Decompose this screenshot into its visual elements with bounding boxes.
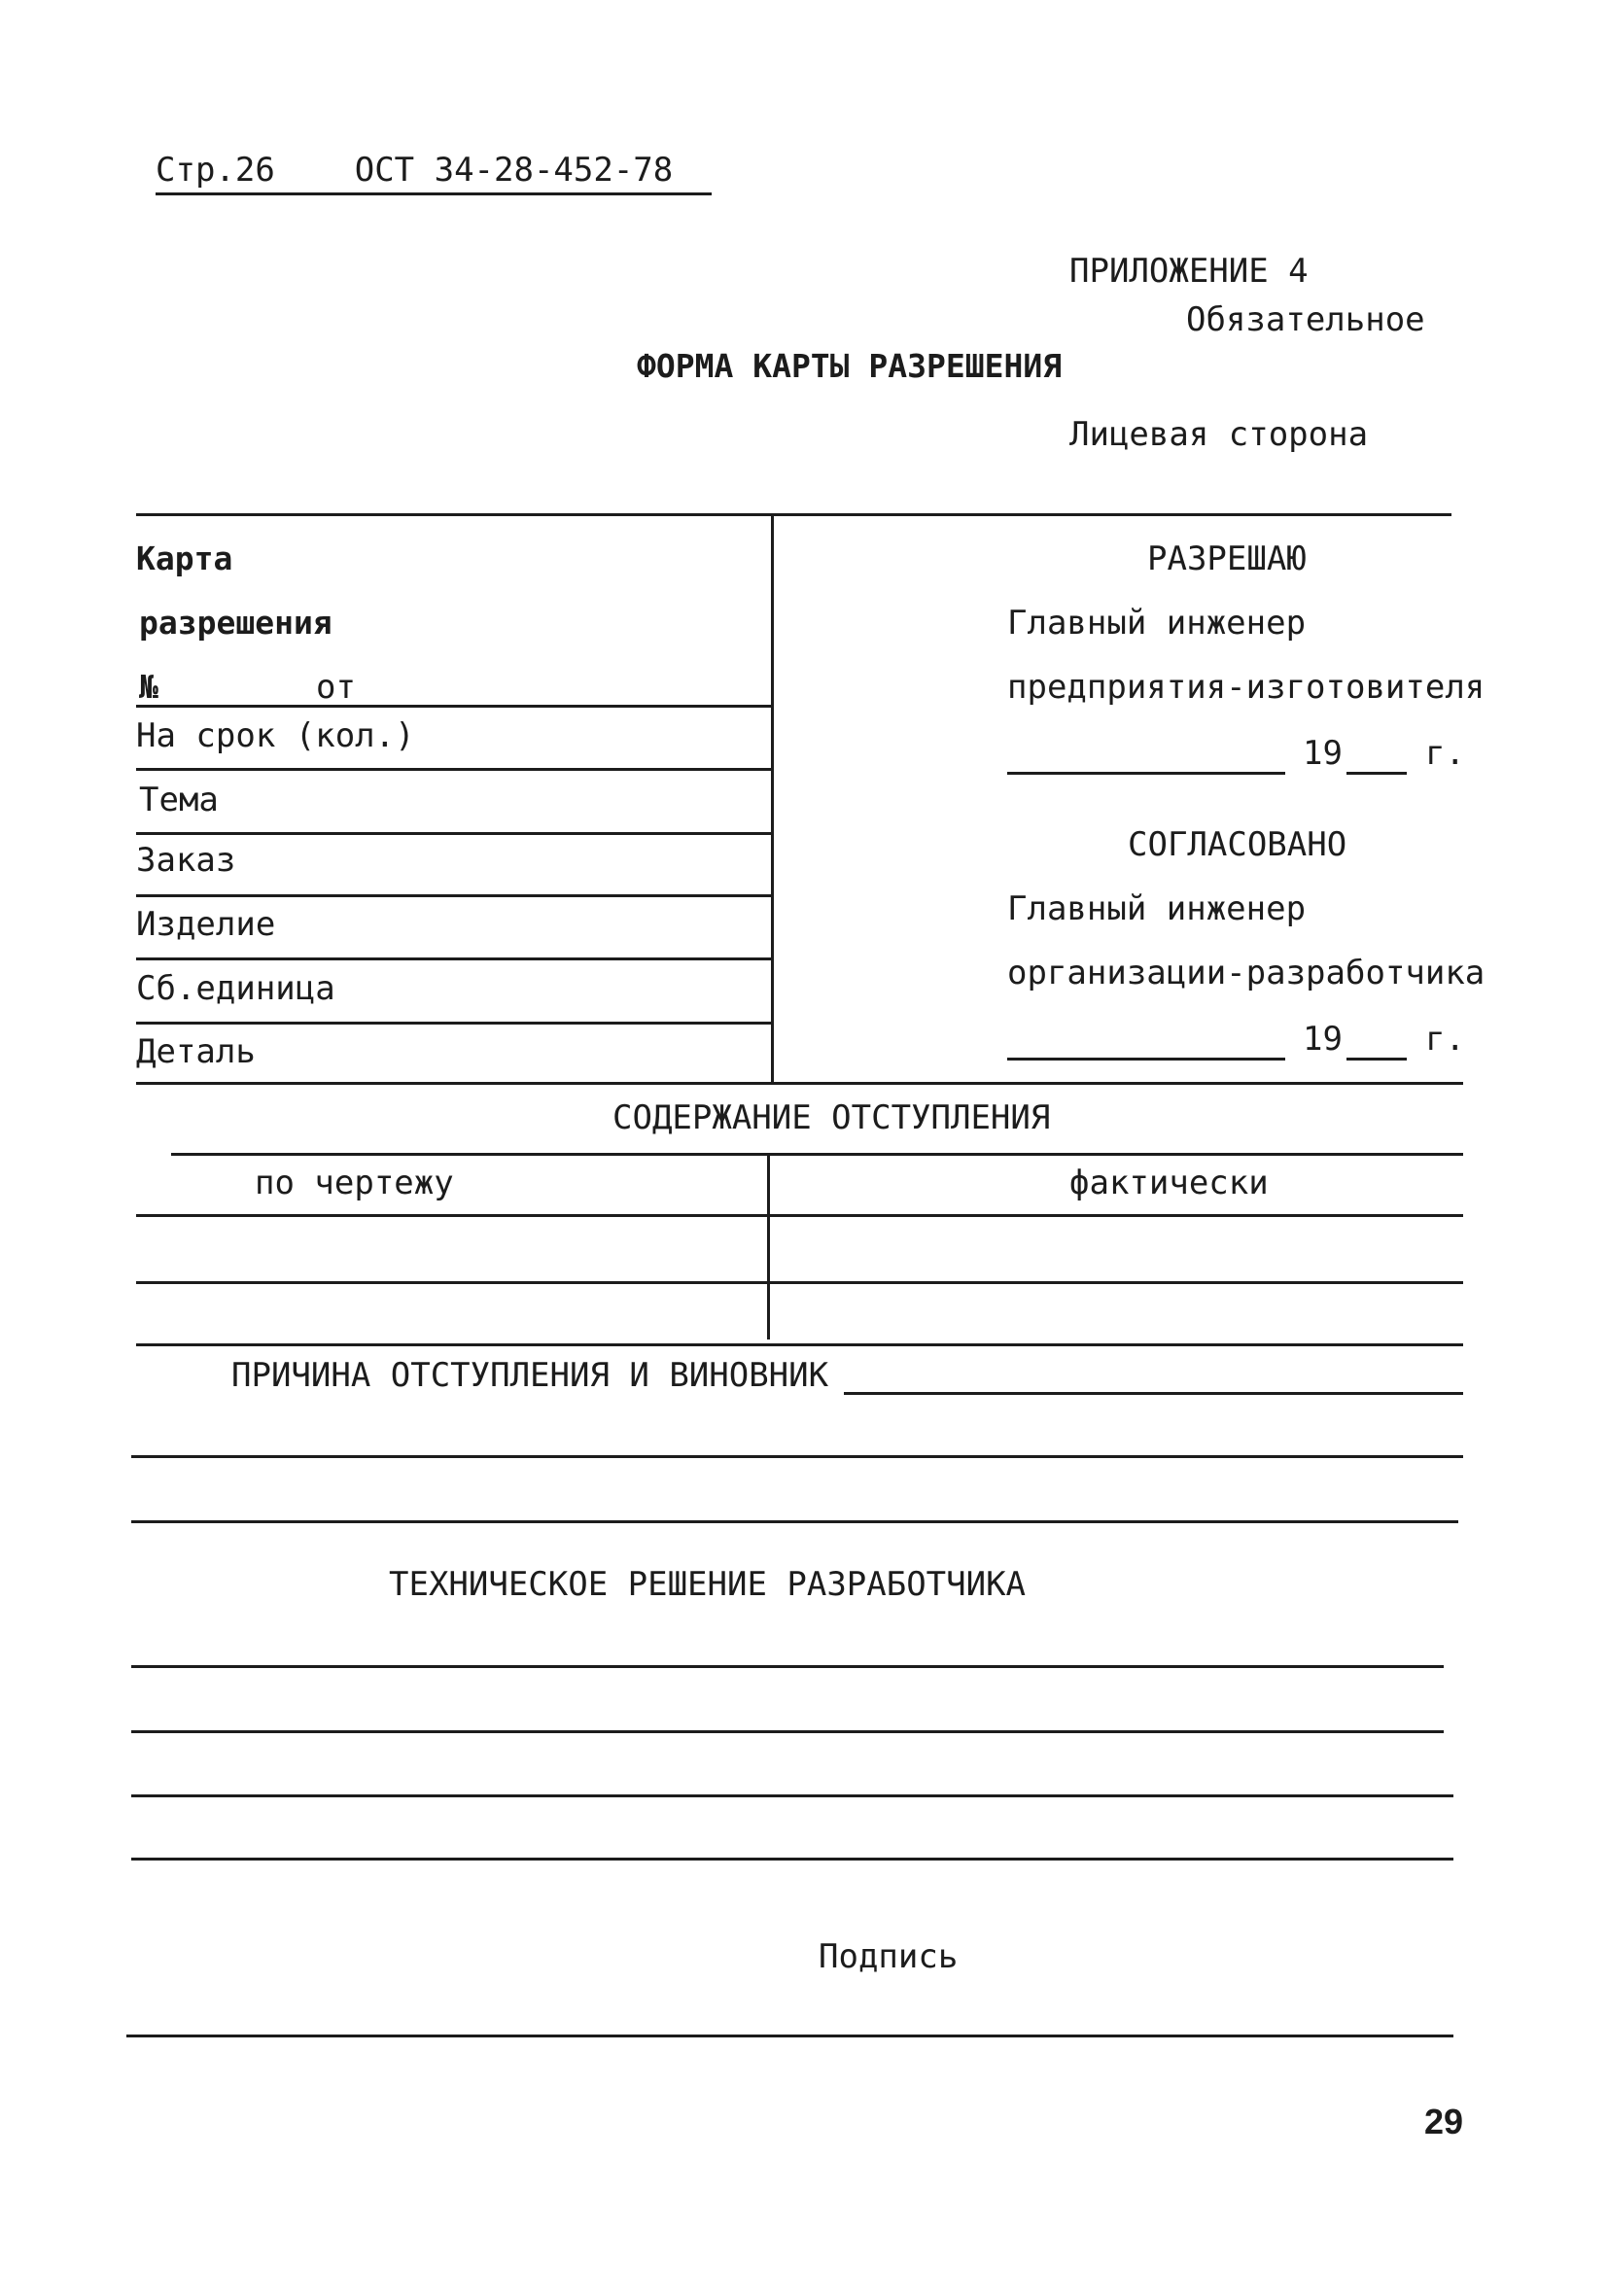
card-label-line2: разрешения [139,604,332,642]
agreement-year-suffix: г. [1425,1020,1465,1059]
deviation-row-line-1 [136,1214,1463,1217]
card-label-line1: Карта [136,539,233,577]
header-underline [156,151,712,195]
approval-year-blank [1346,772,1407,775]
order-label: Заказ [136,841,236,880]
top-section-bottom-border [136,1082,1463,1085]
signature-line [126,2035,1453,2037]
field-line-term [136,768,771,771]
deviation-row-line-2 [136,1281,1463,1284]
agreement-line1: Главный инженер [1007,889,1307,928]
top-section-divider [771,513,774,1082]
assembly-label: Сб.единица [136,969,335,1008]
field-line-theme [136,832,771,835]
from-label: от [316,668,356,707]
reason-fill-line [844,1392,1463,1395]
approval-line2: предприятия-изготовителя [1007,668,1486,707]
tech-line-4 [131,1858,1453,1861]
agreement-heading: СОГЛАСОВАНО [1128,825,1347,864]
product-label: Изделие [136,905,276,944]
agreement-signature-line [1007,1058,1285,1061]
appendix-status: Обязательное [1186,300,1425,339]
approval-year-prefix: 19 [1303,734,1343,773]
tech-line-2 [131,1730,1444,1733]
number-sign: № [139,668,158,706]
page-number: 29 [1424,2102,1464,2141]
page-header [156,151,712,195]
deviation-column-divider [767,1153,770,1339]
form-title: ФОРМА КАРТЫ РАЗРЕШЕНИЯ [637,347,1063,385]
agreement-year-prefix: 19 [1303,1020,1343,1059]
tech-line-3 [131,1794,1453,1797]
deviation-header-line [171,1153,1463,1156]
approval-heading: РАЗРЕШАЮ [1147,539,1307,578]
agreement-line2: организации-разработчика [1007,954,1486,992]
col-drawing-label: по чертежу [255,1164,454,1202]
standard-number: ОСТ 34-28-452-78 [354,151,674,190]
page-label: Стр.26 [156,151,275,190]
approval-signature-line [1007,772,1285,775]
theme-label: Тема [139,781,219,819]
tech-solution-label: ТЕХНИЧЕСКОЕ РЕШЕНИЕ РАЗРАБОТЧИКА [389,1565,1027,1604]
reason-label: ПРИЧИНА ОТСТУПЛЕНИЯ И ВИНОВНИК [231,1356,829,1395]
field-line-product [136,957,771,960]
field-line-number [136,705,771,708]
deviation-row-line-3 [136,1343,1463,1346]
field-line-assembly [136,1022,771,1025]
field-line-order [136,894,771,897]
reason-line-2 [131,1455,1463,1458]
term-label: На срок (кол.) [136,716,415,755]
part-label: Деталь [136,1032,256,1071]
deviation-heading: СОДЕРЖАНИЕ ОТСТУПЛЕНИЯ [612,1098,1051,1137]
col-actual-label: фактически [1069,1164,1269,1202]
signature-label: Подпись [819,1937,959,1976]
tech-line-1 [131,1665,1444,1668]
appendix-title: ПРИЛОЖЕНИЕ 4 [1069,252,1309,291]
reason-line-3 [131,1520,1458,1523]
agreement-year-blank [1346,1058,1407,1061]
form-top-border [136,513,1451,516]
approval-line1: Главный инженер [1007,604,1307,643]
approval-year-suffix: г. [1425,734,1465,773]
side-note: Лицевая сторона [1069,415,1369,454]
